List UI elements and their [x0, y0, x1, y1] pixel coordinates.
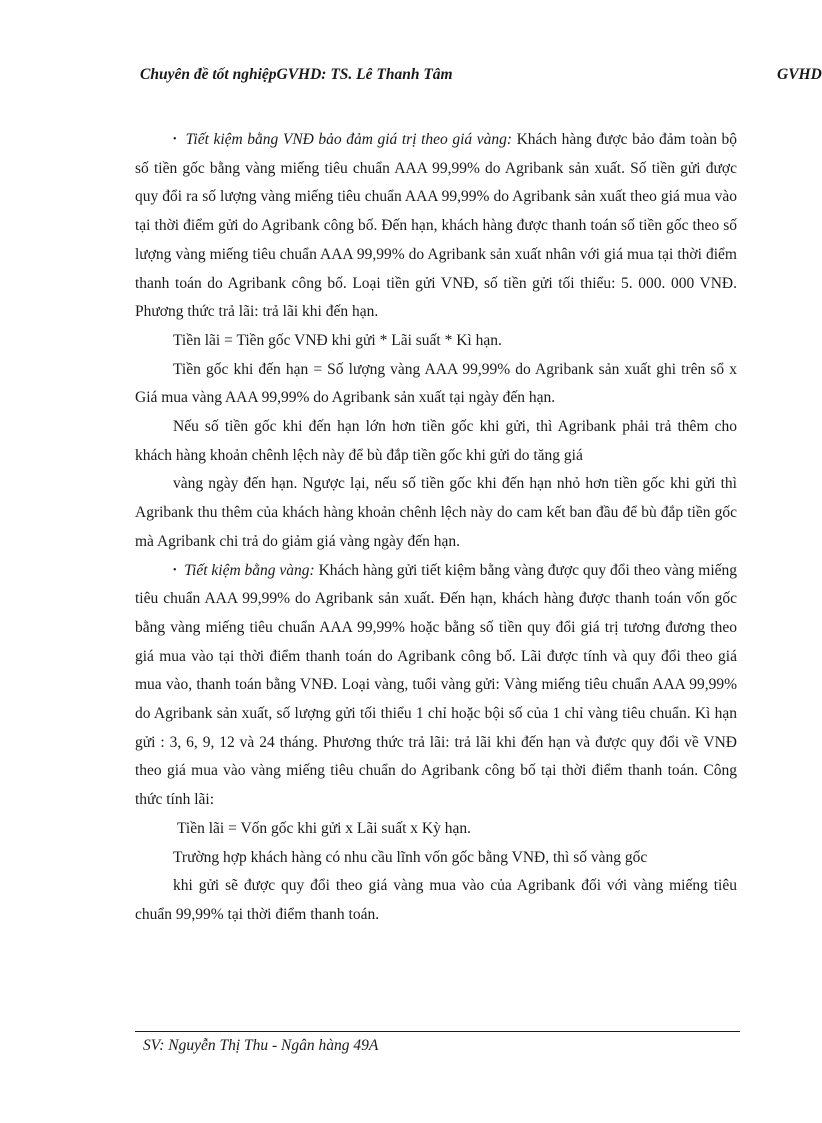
header-title: Chuyên đề tốt nghiệpGVHD: TS. Lê Thanh Tâm	[140, 66, 453, 83]
header-right-text: GVHD	[777, 66, 822, 83]
paragraph-title: Tiết kiệm bằng vàng:	[184, 561, 315, 579]
paragraph-vnd-withdrawal-case: Trường hợp khách hàng có nhu cầu lĩnh vốn gốc bằng VNĐ, thì số vàng gốc	[173, 848, 648, 866]
page-header	[140, 66, 822, 92]
paragraph-vnd-conversion: khi gửi sẽ được quy đổi theo giá vàng mua vào của Agribank đối với vàng miếng tiêu chuẩn 99,99% tại thời điểm thanh toán.	[135, 877, 737, 923]
paragraph-price-increase-case: Nếu số tiền gốc khi đến hạn lớn hơn tiền gốc khi gửi, thì Agribank phải trả thêm cho khách hàng khoản chênh lệch này để bù đắp tiền gốc khi gửi do tăng giá	[135, 418, 737, 464]
paragraph-interest-formula: Tiền lãi = Tiền gốc VNĐ khi gửi * Lãi suất * Kì hạn.	[173, 331, 502, 349]
paragraph-principal-at-maturity: Tiền gốc khi đến hạn = Số lượng vàng AAA 99,99% do Agribank sản xuất ghi trên sổ x Giá mua vàng AAA 99,99% do Agribank sản xuất tại ngày đến hạn.	[135, 360, 737, 407]
document-body	[135, 126, 737, 930]
paragraph-price-decrease-case: vàng ngày đến hạn. Ngược lại, nếu số tiền gốc khi đến hạn nhỏ hơn tiền gốc khi gửi thì Agribank thu thêm của khách hàng khoản chênh lệch này do cam kết ban đầu để bù đắp tiền gốc mà Agribank chi trả do giảm giá vàng ngày đến hạn.	[135, 475, 737, 550]
page-footer: SV: Nguyễn Thị Thu - Ngân hàng 49A	[143, 1037, 379, 1054]
paragraph-title: Tiết kiệm bằng VNĐ bảo đảm giá trị theo giá vàng:	[185, 131, 512, 148]
paragraph-text: Khách hàng được bảo đảm toàn bộ số tiền gốc bằng vàng miếng tiêu chuẩn AAA 99,99% do Agribank sản xuất. Số tiền gửi được quy đổi ra số lượng vàng miếng tiêu chuẩn AAA 99,99% do Agribank sản xuất theo giá mua vào tại thời điểm gửi do Agribank công bố. Đến hạn, khách hàng được thanh toán số tiền gốc theo số lượng vàng miếng tiêu chuẩn AAA 99,99% do Agribank sản xuất nhân với giá mua tại thời điểm thanh toán do Agribank công bố. Loại tiền gửi VNĐ, số tiền gửi tối thiểu: 5. 000. 000 VNĐ. Phương thức trả lãi: trả lãi khi đến hạn.	[135, 131, 738, 321]
paragraph-text: Khách hàng gửi tiết kiệm bằng vàng được quy đổi theo vàng miếng tiêu chuẩn AAA 99,99% do Agribank sản xuất. Đến hạn, khách hàng được thanh toán vốn gốc bằng vàng miếng tiêu chuẩn AAA 99,99% hoặc bằng số tiền quy đổi giá trị tương đương theo giá mua vào tại thời điểm thanh toán do Agribank công bố. Lãi được tính và quy đổi theo giá mua vào, thanh toán bằng VNĐ. Loại vàng, tuổi vàng gửi: Vàng miếng tiêu chuẩn AAA 99,99% do Agribank sản xuất, số lượng gửi tối thiểu 1 chỉ hoặc bội số của 1 chỉ vàng tiêu chuẩn. Kì hạn gửi : 3, 6, 9, 12 và 24 tháng. Phương thức trả lãi: trả lãi khi đến hạn và được quy đổi về VNĐ theo giá mua vào vàng miếng tiêu chuẩn do Agribank công bố tại thời điểm thanh toán. Công thức tính lãi:	[135, 561, 738, 809]
paragraph-gold-indexed-vnd-savings	[135, 126, 737, 327]
paragraph-gold-interest-formula: Tiền lãi = Vốn gốc khi gửi x Lãi suất x Kỳ hạn.	[177, 819, 471, 837]
bullet-icon: •	[173, 134, 177, 145]
footer-divider	[135, 1031, 740, 1032]
bullet-icon: •	[173, 564, 177, 576]
paragraph-gold-savings	[135, 557, 737, 815]
